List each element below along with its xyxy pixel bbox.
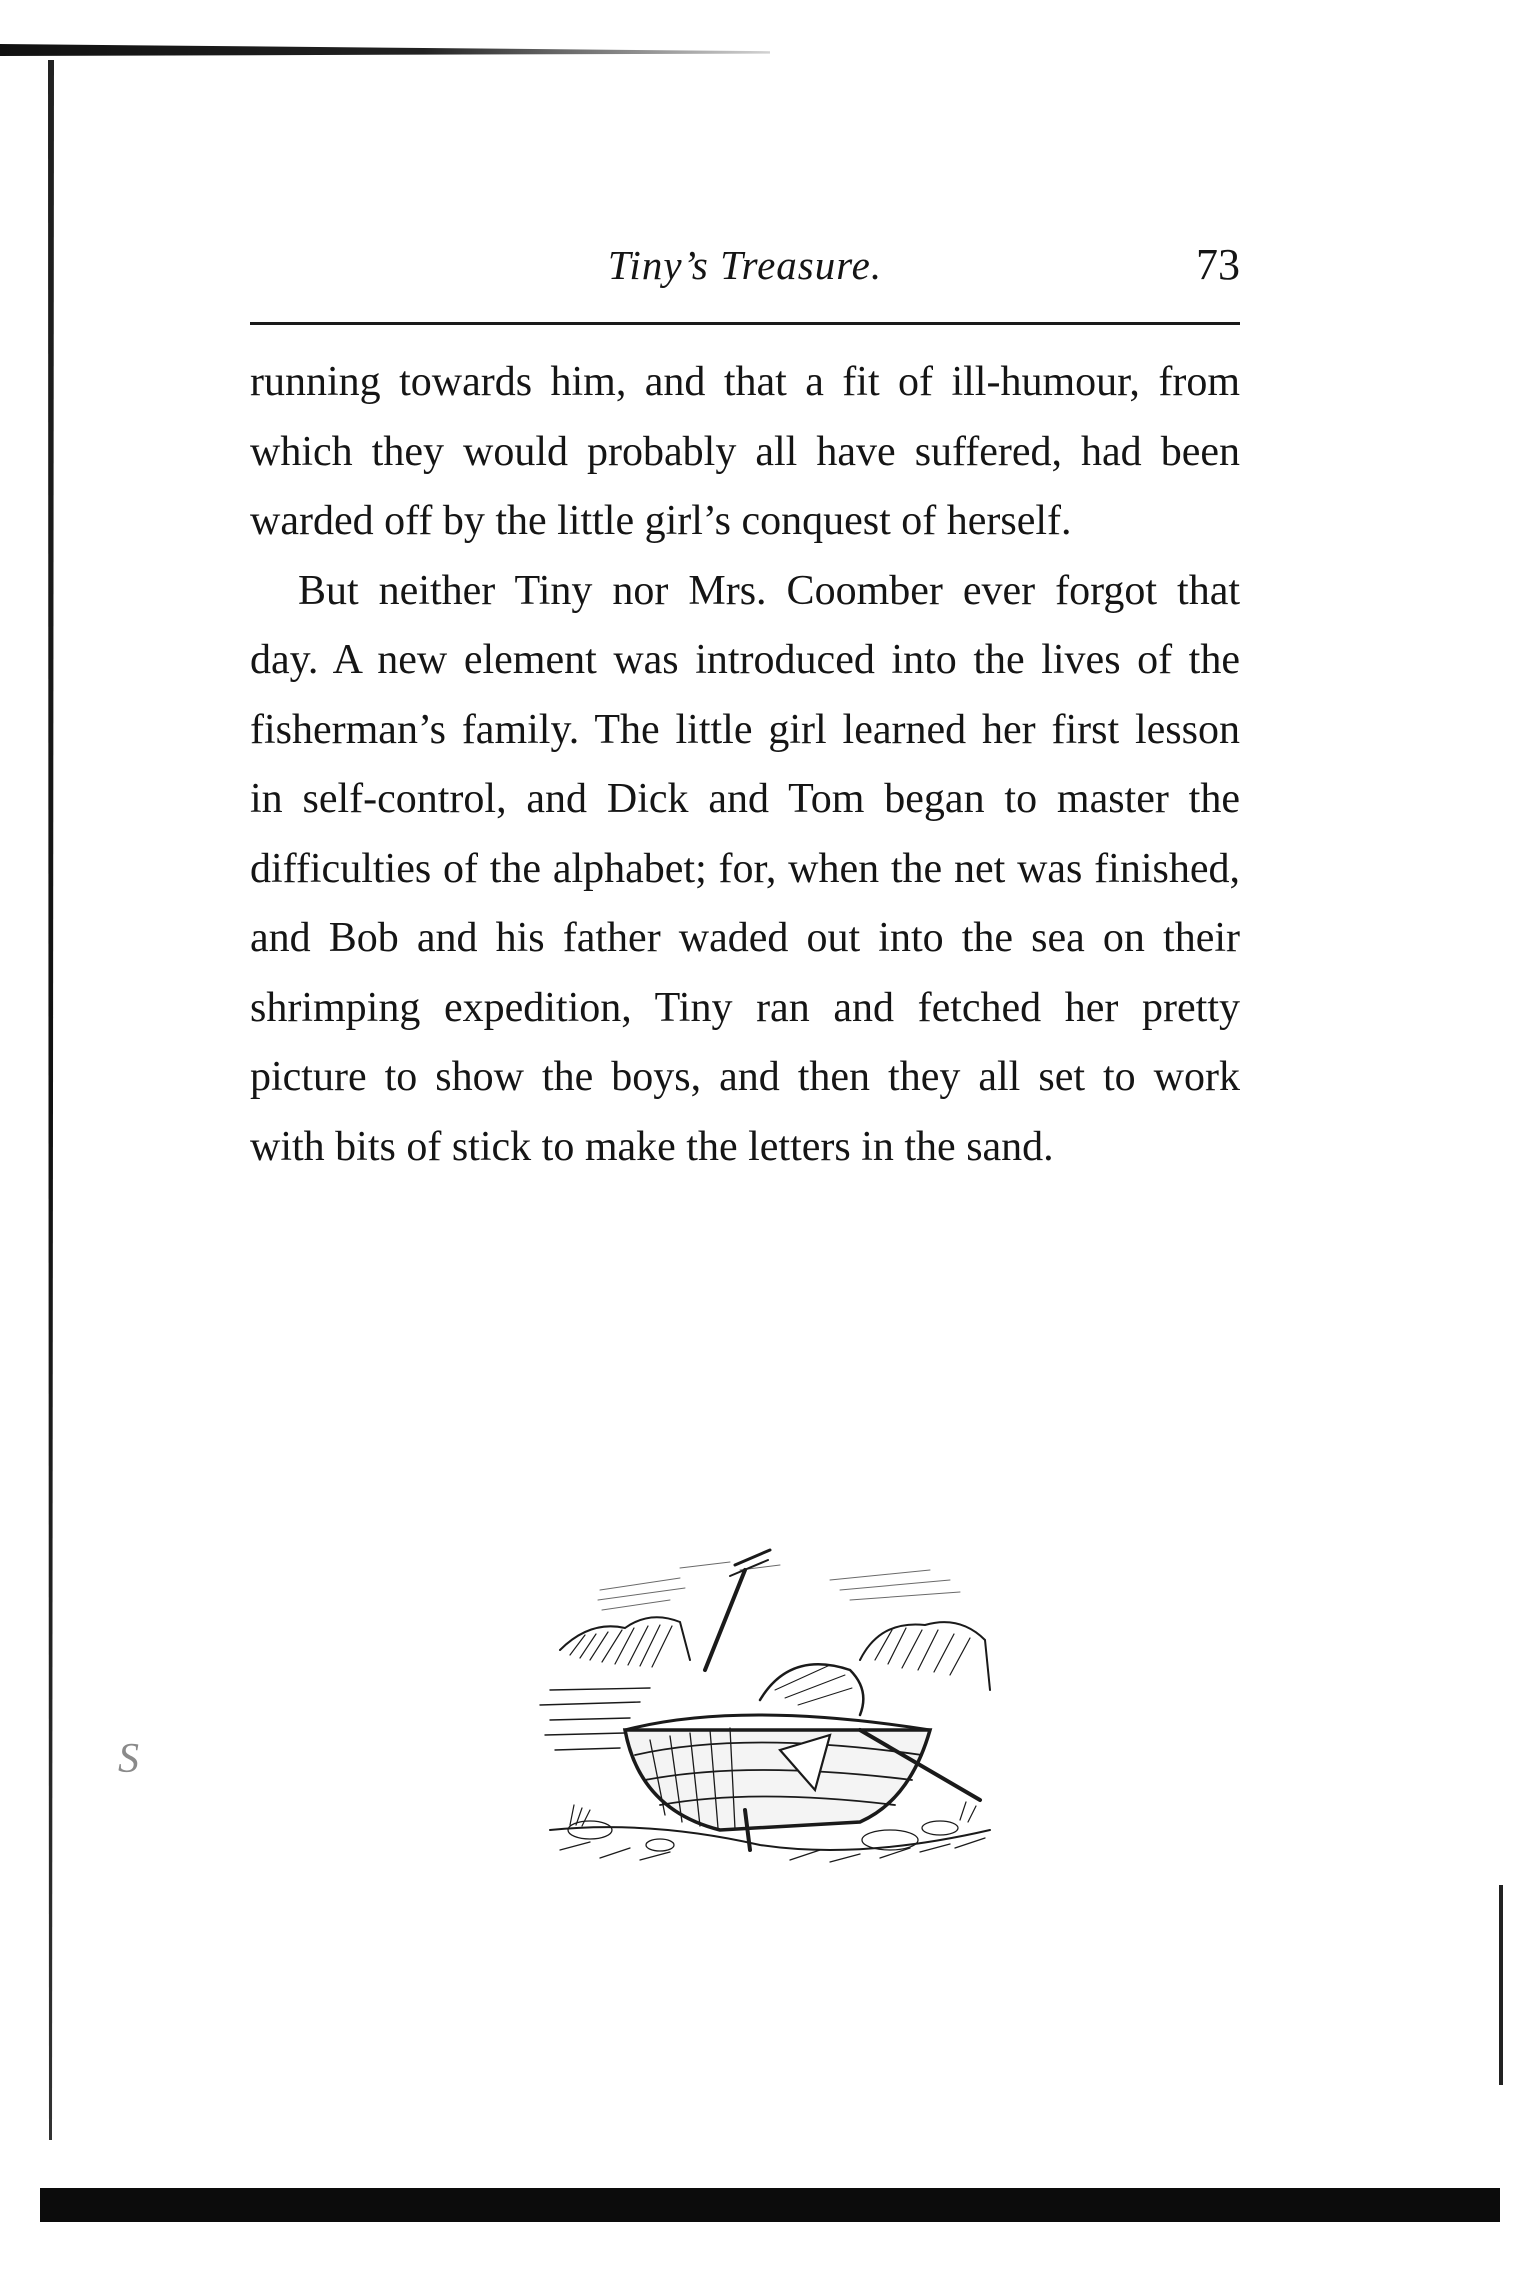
- paragraph: But neither Tiny nor Mrs. Coomber ever forgot that day. A new element was introduced into the lives of the fisherman’s family. The little girl learned her first lesson in self-control, and Dick and Tom began to master the difficulties of the alphabet; for, when the net was finished, and Bob and his father waded out into the sea on their shrimping expedition, Tiny ran and fetched her pretty picture to show the boys, and then they all set to work with bits of stick to make the letters in the sand.: [250, 567, 1240, 1170]
- paragraph: running towards him, and that a fit of ill-humour, from which they would probably all have suffered, had been warded off by the little girl’s conquest of herself.: [250, 359, 1240, 544]
- running-title: Tiny’s Treasure.: [607, 242, 883, 288]
- pencil-mark: S: [118, 1736, 139, 1782]
- scan-edge-bottom: [40, 2188, 1500, 2222]
- page-number: 73: [1196, 240, 1240, 289]
- scan-edge-top: [0, 44, 770, 56]
- body-text: [250, 348, 1240, 1182]
- scan-edge-right: [1499, 1885, 1503, 2085]
- scan-edge-left: [46, 60, 56, 2140]
- header-rule: [250, 322, 1240, 325]
- running-head: [250, 230, 1240, 300]
- boat-on-shore-illustration: [530, 1530, 1000, 1870]
